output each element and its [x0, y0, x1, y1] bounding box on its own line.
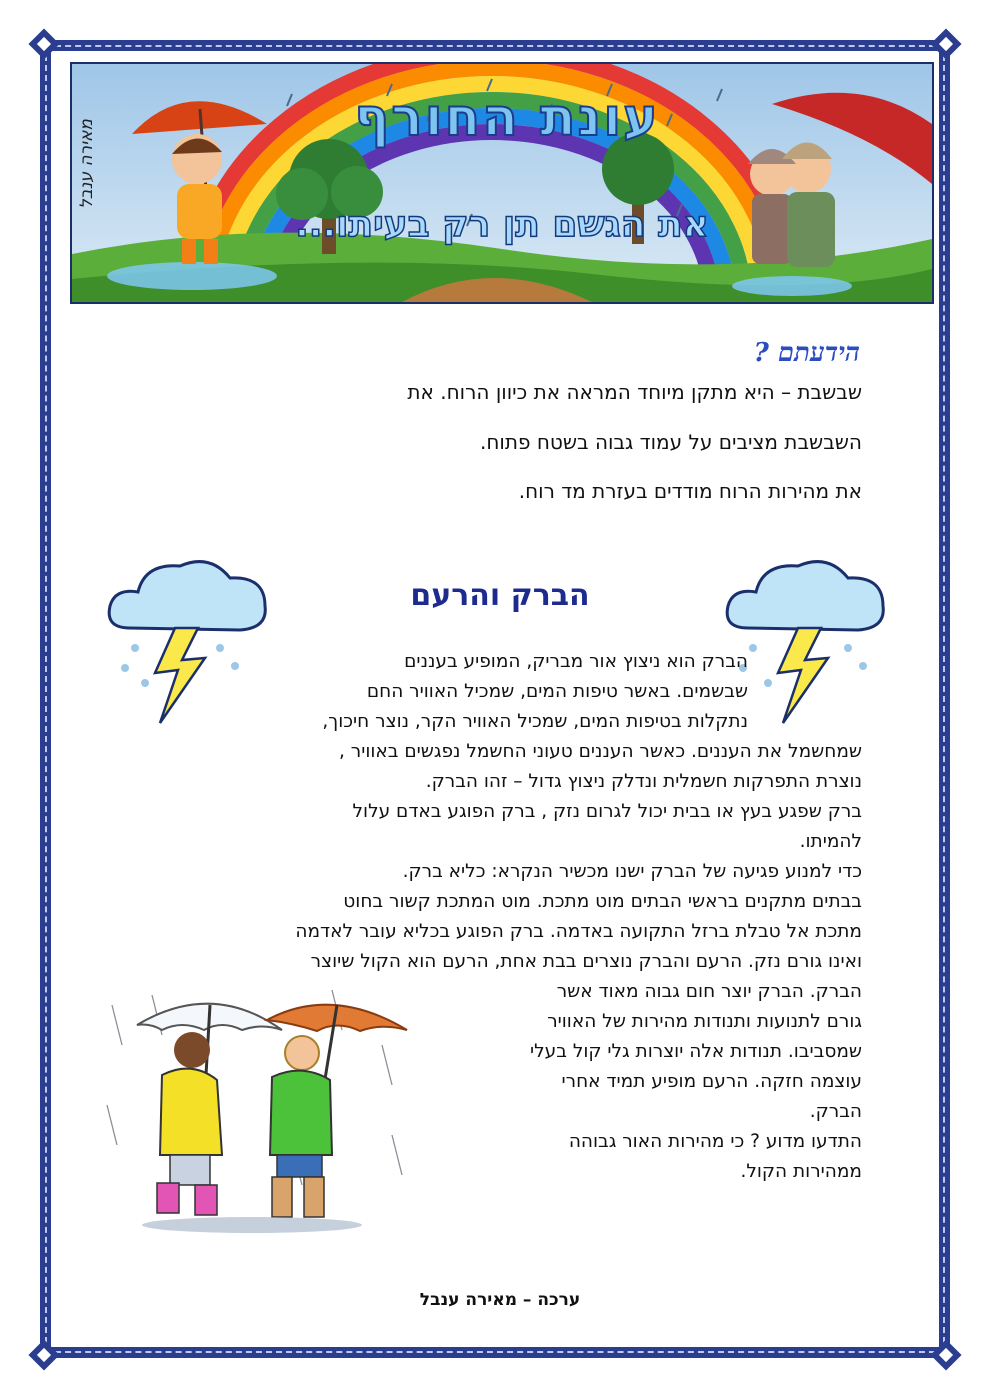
article-line: נתקלות בטיפות המים, שמכיל האוויר הקר, נוצר חיכוך, [322, 711, 748, 732]
article-line: התדעו מדוע ? כי מהירות האור גבוהה [568, 1131, 862, 1152]
article-line: כדי למנוע פגיעה של הברק ישנו מכשיר הנקרא: כליא ברק. [402, 861, 862, 882]
article-paragraph-bottom [410, 977, 862, 1187]
article-line: בבתים מתקנים בראשי הבתים מוט מתכת. מוט המתכת קשור בחוט [343, 891, 862, 912]
article-line: מתכת אל טבלת ברזל התקועה באדמה. ברק הפוגע בכליא עובר לאדמה [295, 921, 862, 942]
article-line: הברק. הברק יוצר חום גבוה מאוד אשר [556, 981, 862, 1002]
did-you-know-heading: הידעתם ? [753, 338, 860, 368]
did-you-know-line: השבשבת מציבים על עמוד גבוה בשטח פתוח. [479, 430, 862, 454]
article-line: שמחשמל את העננים. כאשר העננים טעוני החשמל נפגשים באוויר , [339, 741, 862, 762]
article-line: להמיתו. [799, 831, 862, 852]
article-line: עוצמה חזקה. הרעם מופיע תמיד אחרי [561, 1071, 862, 1092]
article-line: ממהירות הקול. [740, 1161, 862, 1182]
article-line: שמסביבו. תנודות אלה יוצרות גלי קול בעלי [530, 1041, 862, 1062]
article-line: הברק הוא ניצוץ אור מבריק, המופיע בעננים [404, 651, 748, 672]
article-line: שבשמים. באשר טיפות המים, שמכיל האוויר החם [366, 681, 748, 702]
article-line: נוצרת התפרקות חשמלית ונדלק ניצוץ גדול – זהו הברק. [425, 771, 862, 792]
credit-line: ערכה – מאירה ענבל [419, 1290, 581, 1310]
article-line: גורם לתנועות ותנודות מהירות של האוויר [547, 1011, 862, 1032]
article-line: ברק שפגע בעץ או בבית יכול לגרום נזק , ברק הפוגע באדם עלול [352, 801, 862, 822]
article-paragraph-main [130, 737, 862, 977]
did-you-know-line: שבשבת – היא מתקן מיוחד המראה את כיוון הרוח. את [407, 380, 862, 404]
article-paragraph-top [200, 647, 748, 737]
header-banner [70, 62, 934, 304]
banner-title: עונת החורף [354, 88, 660, 148]
kids-in-rain-illustration [92, 985, 412, 1245]
article-line: הברק. [809, 1101, 862, 1122]
banner-signature: מאירה ענבל [76, 119, 97, 209]
banner-subtitle: את הגשם תן רק בעיתו... [295, 204, 709, 245]
article-line: ואינו גורם נזק. הרעם והברק נוצרים בבת אחת, הרעם הוא הקול שיוצר [310, 951, 862, 972]
did-you-know-line: את מהירות הרוח מודדים בעזרת מד רוח. [518, 479, 862, 503]
article-heading: הברק והרעם [410, 578, 590, 613]
